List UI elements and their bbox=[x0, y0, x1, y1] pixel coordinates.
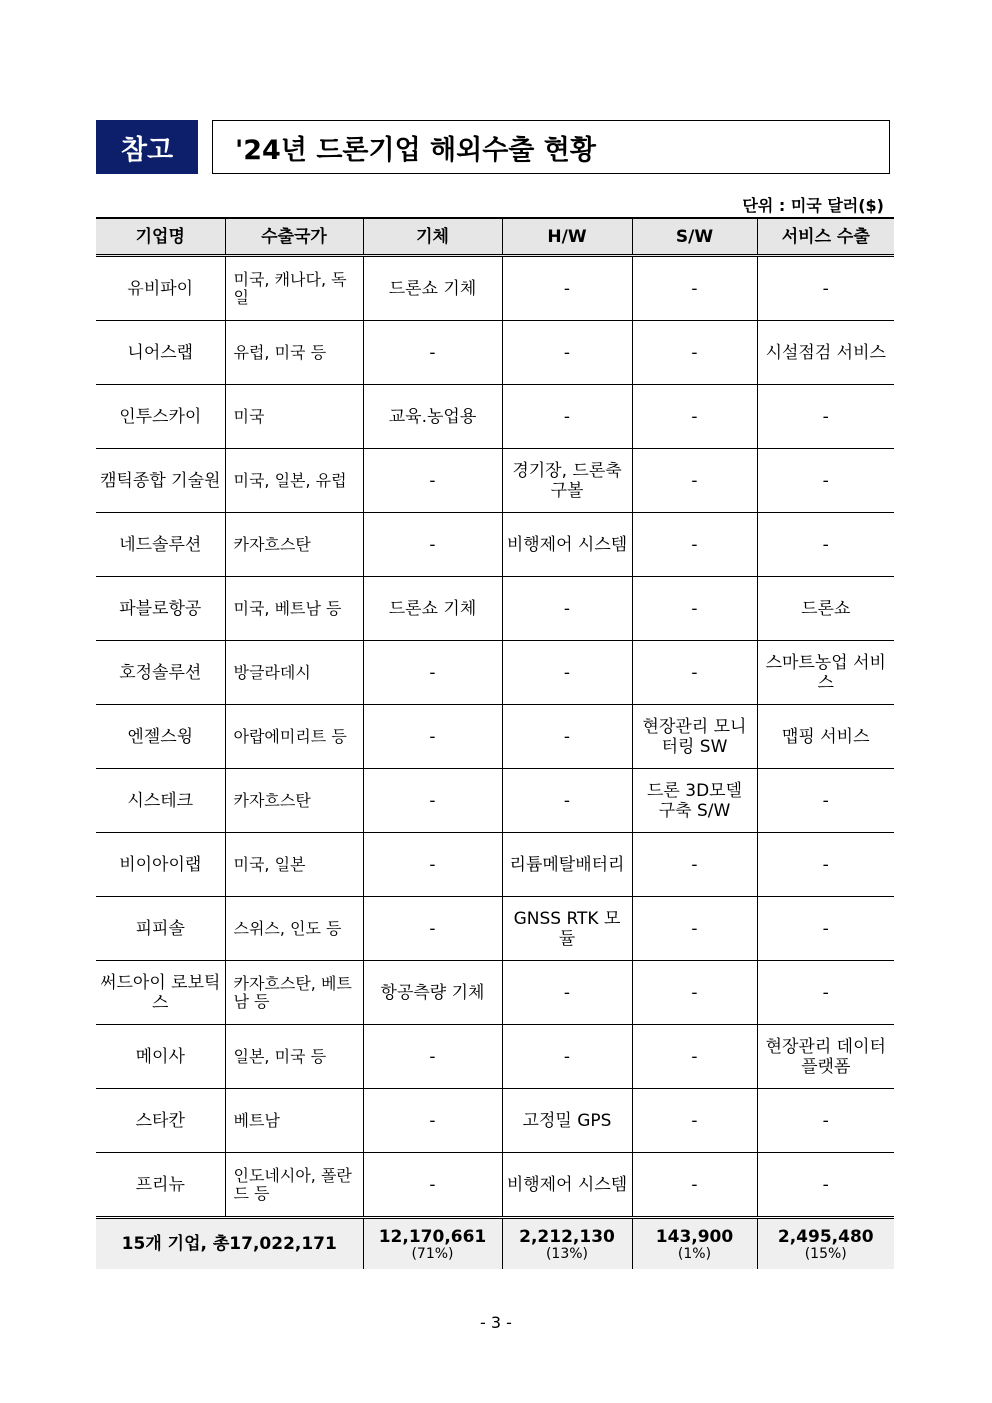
cell-company: 비이아이랩 bbox=[96, 833, 225, 897]
col-header-countries: 수출국가 bbox=[225, 218, 363, 256]
cell-company: 써드아이 로보틱스 bbox=[96, 961, 225, 1025]
cell-service: - bbox=[757, 449, 894, 513]
cell-company: 피피솔 bbox=[96, 897, 225, 961]
total-sw-pct: (1%) bbox=[677, 1246, 712, 1262]
cell-company: 파블로항공 bbox=[96, 577, 225, 641]
col-header-airframe: 기체 bbox=[363, 218, 502, 256]
cell-service: - bbox=[757, 833, 894, 897]
cell-hw: 리튬메탈배터리 bbox=[502, 833, 632, 897]
page-title: '24년 드론기업 해외수출 현황 bbox=[212, 120, 890, 174]
cell-hw: - bbox=[502, 256, 632, 321]
cell-airframe: - bbox=[363, 513, 502, 577]
cell-sw: - bbox=[632, 1025, 757, 1089]
table-row bbox=[96, 769, 894, 833]
cell-countries: 카자흐스탄 bbox=[225, 769, 363, 833]
total-hw-value: 2,212,130 bbox=[519, 1227, 615, 1247]
total-sw bbox=[632, 1218, 757, 1270]
cell-countries: 미국, 캐나다, 독일 bbox=[225, 256, 363, 321]
total-service bbox=[757, 1218, 894, 1270]
cell-hw: - bbox=[502, 641, 632, 705]
total-service-pct: (15%) bbox=[804, 1246, 847, 1262]
cell-service: 현장관리 데이터 플랫폼 bbox=[757, 1025, 894, 1089]
cell-airframe: - bbox=[363, 1025, 502, 1089]
table-row bbox=[96, 961, 894, 1025]
cell-company: 엔젤스윙 bbox=[96, 705, 225, 769]
cell-service: - bbox=[757, 513, 894, 577]
cell-company: 니어스랩 bbox=[96, 321, 225, 385]
cell-sw: - bbox=[632, 961, 757, 1025]
table-row bbox=[96, 1089, 894, 1153]
cell-airframe: - bbox=[363, 641, 502, 705]
cell-sw: 드론 3D모델 구축 S/W bbox=[632, 769, 757, 833]
cell-service: - bbox=[757, 897, 894, 961]
cell-airframe: - bbox=[363, 1153, 502, 1218]
total-row bbox=[96, 1218, 894, 1270]
table-row bbox=[96, 449, 894, 513]
cell-service: - bbox=[757, 961, 894, 1025]
total-sw-value: 143,900 bbox=[655, 1227, 734, 1247]
col-header-sw: S/W bbox=[632, 218, 757, 256]
cell-countries: 유럽, 미국 등 bbox=[225, 321, 363, 385]
cell-sw: - bbox=[632, 321, 757, 385]
cell-hw: GNSS RTK 모듈 bbox=[502, 897, 632, 961]
cell-countries: 베트남 bbox=[225, 1089, 363, 1153]
cell-service: 시설점검 서비스 bbox=[757, 321, 894, 385]
cell-countries: 미국, 일본 bbox=[225, 833, 363, 897]
cell-sw: - bbox=[632, 449, 757, 513]
table-row bbox=[96, 256, 894, 321]
cell-service: 드론쇼 bbox=[757, 577, 894, 641]
cell-airframe: 드론쇼 기체 bbox=[363, 256, 502, 321]
cell-sw: - bbox=[632, 833, 757, 897]
table-header-row bbox=[96, 218, 894, 256]
cell-service: - bbox=[757, 256, 894, 321]
cell-service: - bbox=[757, 1153, 894, 1218]
table-row bbox=[96, 1153, 894, 1218]
cell-company: 유비파이 bbox=[96, 256, 225, 321]
cell-countries: 스위스, 인도 등 bbox=[225, 897, 363, 961]
cell-countries: 인도네시아, 폴란드 등 bbox=[225, 1153, 363, 1218]
cell-airframe: 드론쇼 기체 bbox=[363, 577, 502, 641]
cell-hw: 경기장, 드론축구볼 bbox=[502, 449, 632, 513]
cell-hw: 고정밀 GPS bbox=[502, 1089, 632, 1153]
total-hw-pct: (13%) bbox=[545, 1246, 589, 1262]
table-row bbox=[96, 897, 894, 961]
cell-company: 프리뉴 bbox=[96, 1153, 225, 1218]
cell-hw: - bbox=[502, 705, 632, 769]
cell-countries: 아랍에미리트 등 bbox=[225, 705, 363, 769]
cell-hw: - bbox=[502, 321, 632, 385]
total-hw bbox=[502, 1218, 632, 1270]
total-airframe-pct: (71%) bbox=[411, 1246, 454, 1262]
export-table bbox=[96, 217, 894, 1269]
cell-countries: 카자흐스탄, 베트남 등 bbox=[225, 961, 363, 1025]
cell-airframe: 항공측량 기체 bbox=[363, 961, 502, 1025]
cell-sw: - bbox=[632, 577, 757, 641]
unit-note: 단위 : 미국 달러($) bbox=[742, 196, 884, 215]
cell-hw: 비행제어 시스템 bbox=[502, 513, 632, 577]
cell-hw: - bbox=[502, 385, 632, 449]
cell-sw: - bbox=[632, 256, 757, 321]
cell-service: - bbox=[757, 769, 894, 833]
cell-sw: - bbox=[632, 641, 757, 705]
cell-company: 네드솔루션 bbox=[96, 513, 225, 577]
cell-airframe: - bbox=[363, 897, 502, 961]
col-header-hw: H/W bbox=[502, 218, 632, 256]
cell-countries: 방글라데시 bbox=[225, 641, 363, 705]
cell-countries: 미국, 일본, 유럽 bbox=[225, 449, 363, 513]
cell-countries: 카자흐스탄 bbox=[225, 513, 363, 577]
page-number: - 3 - bbox=[480, 1313, 512, 1332]
cell-hw: 비행제어 시스템 bbox=[502, 1153, 632, 1218]
cell-airframe: - bbox=[363, 1089, 502, 1153]
total-service-value: 2,495,480 bbox=[777, 1227, 874, 1247]
cell-service: - bbox=[757, 385, 894, 449]
reference-badge: 참고 bbox=[96, 120, 198, 174]
total-label: 15개 기업, 총17,022,171 bbox=[96, 1218, 363, 1270]
cell-company: 캠틱종합 기술원 bbox=[96, 449, 225, 513]
cell-service: 스마트농업 서비스 bbox=[757, 641, 894, 705]
cell-service: - bbox=[757, 1089, 894, 1153]
cell-sw: - bbox=[632, 1089, 757, 1153]
cell-countries: 미국, 베트남 등 bbox=[225, 577, 363, 641]
table-row bbox=[96, 833, 894, 897]
cell-sw: - bbox=[632, 897, 757, 961]
table-row bbox=[96, 321, 894, 385]
cell-company: 시스테크 bbox=[96, 769, 225, 833]
cell-airframe: 교육.농업용 bbox=[363, 385, 502, 449]
cell-company: 스타칸 bbox=[96, 1089, 225, 1153]
cell-sw: - bbox=[632, 513, 757, 577]
table-row bbox=[96, 641, 894, 705]
cell-hw: - bbox=[502, 769, 632, 833]
col-header-company: 기업명 bbox=[96, 218, 225, 256]
cell-airframe: - bbox=[363, 321, 502, 385]
cell-airframe: - bbox=[363, 769, 502, 833]
cell-countries: 일본, 미국 등 bbox=[225, 1025, 363, 1089]
cell-airframe: - bbox=[363, 705, 502, 769]
cell-countries: 미국 bbox=[225, 385, 363, 449]
total-airframe-value: 12,170,661 bbox=[378, 1227, 487, 1247]
cell-company: 호정솔루션 bbox=[96, 641, 225, 705]
cell-hw: - bbox=[502, 577, 632, 641]
cell-company: 인투스카이 bbox=[96, 385, 225, 449]
table-row bbox=[96, 1025, 894, 1089]
table-row bbox=[96, 705, 894, 769]
col-header-service: 서비스 수출 bbox=[757, 218, 894, 256]
cell-sw: - bbox=[632, 1153, 757, 1218]
table-row bbox=[96, 513, 894, 577]
cell-airframe: - bbox=[363, 449, 502, 513]
cell-sw: 현장관리 모니터링 SW bbox=[632, 705, 757, 769]
total-airframe bbox=[363, 1218, 502, 1270]
cell-hw: - bbox=[502, 961, 632, 1025]
cell-airframe: - bbox=[363, 833, 502, 897]
table-row bbox=[96, 385, 894, 449]
cell-sw: - bbox=[632, 385, 757, 449]
cell-service: 맵핑 서비스 bbox=[757, 705, 894, 769]
table-row bbox=[96, 577, 894, 641]
cell-hw: - bbox=[502, 1025, 632, 1089]
cell-company: 메이사 bbox=[96, 1025, 225, 1089]
